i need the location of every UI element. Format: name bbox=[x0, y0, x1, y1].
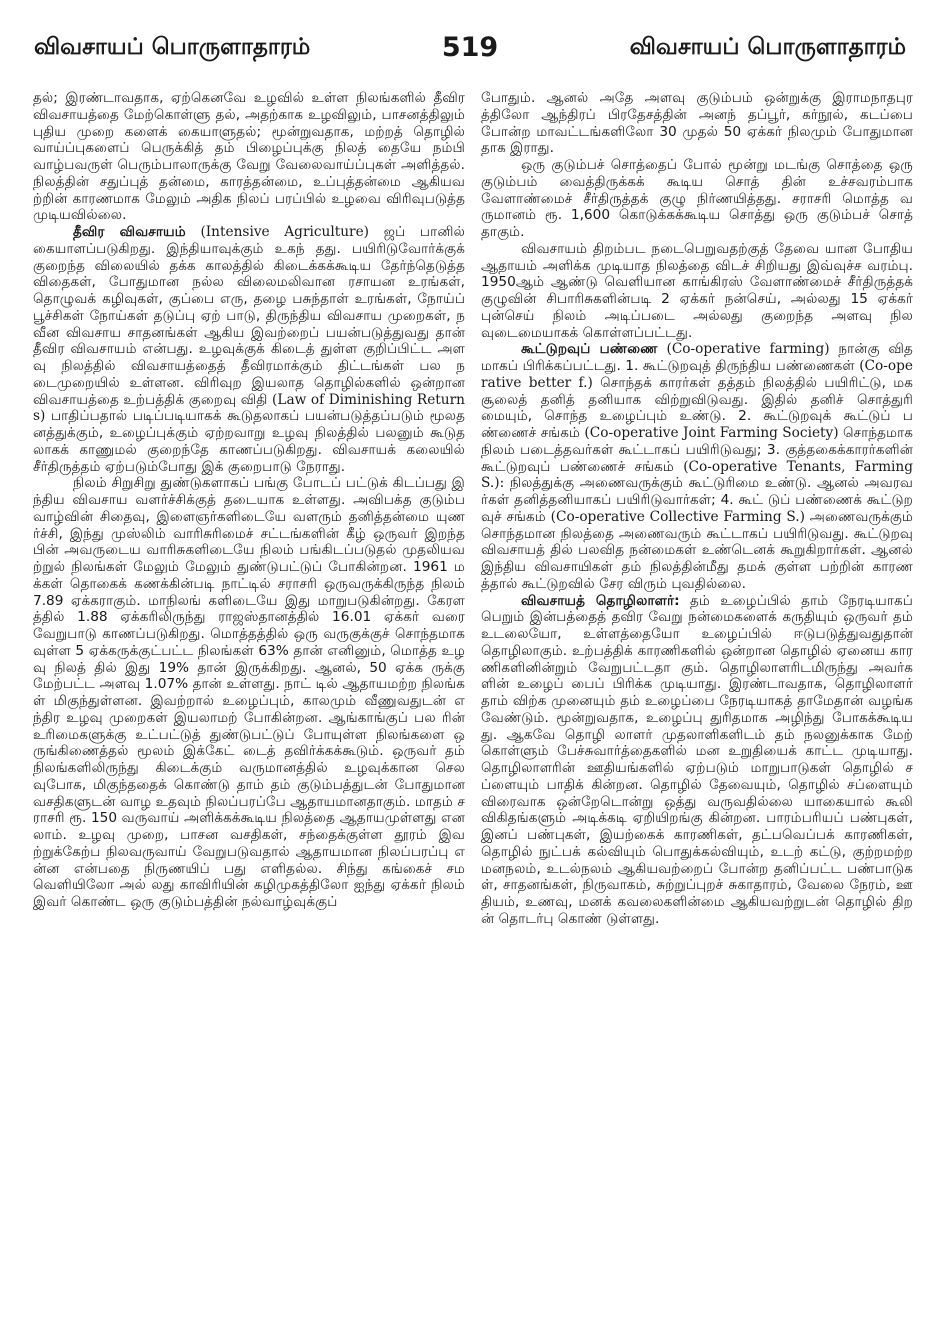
left-paragraph-2-text-cont: பாதிப்பதால் படிப்படியாகக் கூடுதலாகப் பயன்படுத்தப்படும் மூலதனத்துக்கும், உழைப்புக்கும் ஏற்றவாறு உழவு நிலத்தில் பலனும் கூடுதலாகக் காணுமல் குறைந்தே காணப்படுகிறது. விவசாயக் கலையில் சீர்திருத்தம் ஏற்படும்போது இக் குறைபாடு நேராது. bbox=[33, 408, 465, 475]
left-paragraph-intensive-agriculture bbox=[33, 224, 465, 475]
latin-intensive-agriculture: (Intensive Agriculture) bbox=[200, 224, 370, 240]
cooperative-text-3: சொந்தமாக நிலம் படைத்தவர்கள் கூட்டாகப் பயிரிடுவது; 3. குத்தகைக்காரர்களின் கூட்டுறவுப் பண்ணைச் சங்கம் bbox=[481, 425, 913, 475]
left-paragraph-land-fragmentation: நிலம் சிறுசிறு துண்டுகளாகப் பங்கு போடப் பட்டுக் கிடப்பது இந்திய விவசாய வளர்ச்சிக்குத் தடையாக உள்ளது. அவிபக்த குடும்ப வாழ்வின் சிதைவு, இளைஞர்களிடையே வளரும் தனித்தன்மை யுணர்ச்சி, இந்து முஸ்லிம் வாரிசுரிமைச் சட்டங்களின் கீழ் ஒருவர் இறந்தபின் அவருடைய வாரிசுகளிடையே நிலம் பங்கிடப்படுதல் முதலியவற்றுல் நிலங்கள் மேலும் மேலும் துண்டுபட்டுப் போகின்றன. 1961 மக்கள் தொகைக் கணக்கின்படி நாட்டில் சராசரி ஒருவருக்கிருந்த நிலம் 7.89 ஏக்கராகும். மாநிலங் களிடையே இது மாறுபடுகின்றது. கேரளத்தில் 1.88 ஏக்கரிலிருந்து ராஜஸ்தானத்தில் 16.01 ஏக்கர் வரை வேறுபாடு காணப்படுகிறது. மொத்தத்தில் ஒரு வருகுக்குச் சொந்தமாகவுள்ள 5 ஏக்கருக்குட்பட்ட நிலங்கள் 63% தான் எனினும், மொத்த உழவு நிலத் தில் இது 19% தான் இருக்கிறது. ஆனல், 50 ஏக்க ருக்கு மேற்பட்ட அளவு 1.07% தான் உள்ளது. நாட் டில் ஆதாயமற்ற நிலங்கள் மிகுந்துள்ளன. இவற்றால் உழைப்பும், காலமும் வீணுவதுடன் எந்திர உழவு முறைகள் இயலாமற் போகின்றன. ஆங்காங்குப் பல ரின் உரிமைகளுக்கு உட்பட்டுத் துண்டுபட்டுப் போயுள்ள நிலங்களை ஒருங்கிணைத்தல் மூலம் இக்கேட் டைத் தவிர்க்கக்கூடும். ஒருவர் தம் நிலங்களிலிருந்து கிடைக்கும் வருமானத்தில் உழவுக்கான செலவுபோக, மிகுந்ததைக் கொண்டு தாம் தம் குடும்பத்துடன் போதுமான வசதிகளுடன் வாழ உதவும் நிலப்பரப்பே ஆதாயமானதாகும். மாதம் சராசரி ரூ. 150 வருவாய் அளிக்கக்கூடிய நிலத்தை ஆதாயமுள்ளது எனலாம். உழவு முறை, பாசன வசதிகள், சந்தைக்குள்ள தூரம் இவற்றுக்கேற்ப நிலவருவாய் வேறுபடுவதால் ஆதாயமான நிலப்பரப்பு என்ன என்பதை நிருணயிப் பது எளிதல்ல. சிந்து கங்கைச் சமவெளியிலோ அல் லது காவிரியின் கழிமுகத்திலோ ஐந்து ஏக்கர் நிலம் இவர் கொண்ட ஒரு குடும்பத்தின் நல்வாழ்வுக்குப் bbox=[33, 475, 465, 910]
latin-cooperative-better: (Co-operative better f.) bbox=[481, 358, 913, 391]
cooperative-text-1: நான்கு விதமாகப் பிரிக்கப்பட்டது. 1. கூட்டுறவுத் திருந்திய பண்ணைகள் bbox=[481, 341, 913, 374]
cooperative-text-4: நிலத்துக்கு அணைவருக்கும் கூட்டுரிமை உண்டு. ஆனல் அவரவர்கள் தனித்தனியாகப் பயிரிடுவார்கள்; 4. கூட் டுப் பண்ணைக் கூட்டுறவுச் சங்கம் bbox=[481, 475, 913, 525]
term-agricultural-labour: விவசாயத் தொழிலாளர்: bbox=[521, 592, 680, 609]
latin-diminishing-returns: (Law of Diminishing Returns) bbox=[33, 391, 465, 425]
latin-collective-farming: (Co-operative Collective Farming S.) bbox=[550, 508, 805, 525]
left-paragraph-2-text: ஜப் பானில் கையாளப்படுகிறது. இந்தியாவுக்கும் உகந் தது. பயிரிடுவோர்க்குக் குறைந்த விலையில் தக்க காலத்தில் கிடைக்கக்கூடிய தேர்ந்தெடுத்த விதைகள், போதுமான நல்ல விலைமலிவான ரசாயன உரங்கள், தொழுவக் கழிவுகள், குப்பை எரு, தழை பசுந்தாள் உரங்கள், நோய்ப் பூச்சிகள் நோய்கள் தடுப்பு ஏற் பாடு, திருந்திய விவசாய முறைகள், நவீன விவசாய சாதனங்கள் ஆகிய இவற்றைப் பயன்படுத்துவது தான் தீவிர விவசாயம் என்பது. உழவுக்குக் கிடைத் துள்ள குறிப்பிட்ட அளவு நிலத்தில் விவசாயத்தைத் தீவிரமாக்கும் திட்டங்கள் பல நடைமுறையில் உள்ளன. விரிவுற இயலாத தொழில்களில் ஒன்றான விவசாயத்தை உற்பத்திக் குறைவு விதி bbox=[33, 224, 465, 408]
right-paragraph-1: போதும். ஆனல் அதே அளவு குடும்பம் ஒன்றுக்கு இராமநாதபுரத்திலோ ஆந்திரப் பிரதேசத்தின் அனந் தப்பூர், கர்நூல், கடப்பை போன்ற மாவட்டங்களிலோ 30 முதல் 50 ஏக்கர் நிலமும் போதுமானதாக இராது. bbox=[481, 90, 913, 157]
right-paragraph-cooperative-farming bbox=[481, 341, 913, 592]
latin-cooperative-farming: (Co-operative farming) bbox=[666, 341, 830, 358]
agricultural-labour-text: தம் உழைப்பில் தாம் நேரடியாகப் பெறும் இன்பத்தைத் தவிர வேறு நன்மைகளைக் கருதியும் ஒருவர் தம் உடலையோ, உள்ளத்தையோ உழைப்பில் ஈடுபடுத்துவதுதான் தொழிலாகும். உற்பத்திக் காரணிகளில் ஒன்றான தொழில் ஏனைய காரணிகளினின்றும் வேறுபட்டதா கும். தொழிலாளரிடமிருந்து அவர்களின் உழைப் பைப் பிரிக்க முடியாது. இரண்டாவதாக, தொழிலாளர் தாம் விற்க முனையும் தம் உழைப்பை நேரடியாகத் தாமேதான் வழங்கவேண்டும். மூன்றுவதாக, உழைப்பு துரிதமாக அழிந்து போகக்கூடியது. ஆகவே தொழி லாளர் முதலாளிகளிடம் தம் நலனுக்காக மேற் கொள்ளும் பேச்சுவார்த்தைகளில் மன உறுதியைக் காட்ட முடியாது. தொழிலாளரின் ஊதியங்களில் ஏற்படும் மாறுபாடுகள் தொழில் சப்ளையும் பாதிக் கின்றன. தொழில் தேவையும், தொழில் சப்ளையும் விரைவாக ஒன்றேடொன்று ஒத்து வருவதில்லை யாகையால் கூலி விகிதங்களும் அடிக்கடி ஏறியிறங்கு கின்றன. பாரம்பரியப் பண்புகள், இனப் பண்புகள், இயற்கைக் காரணிகள், தட்பவெப்பக் காரணிகள், தொழில் நுட்பக் கல்வியும் பொதுக்கல்வியும், உடற் கட்டு, குற்றமற்ற மனநலம், உடல்நலம் ஆகியவற்றைப் போன்ற தனிப்பட்ட பண்பாடுகள், சாதனங்கள், நிருவாகம், சுற்றுப்புறச் சுகாதாரம், வேலை நேரம், ஊதியம், உணவு, மனக் கவலைகளின்மை ஆகியவற்றுடன் தொழில் திறன் தொடர்பு கொண் டுள்ளது. bbox=[481, 592, 913, 927]
latin-joint-farming: (Co-operative Joint Farming Society) bbox=[584, 425, 839, 441]
header-title-right: விவசாயப் பொருளாதாரம் bbox=[629, 34, 906, 60]
right-paragraph-ceiling: ஒரு குடும்பச் சொத்தைப் போல் மூன்று மடங்கு சொத்தை ஒரு குடும்பம் வைத்திருக்கக் கூடிய சொத் தின் உச்சவரம்பாக வேளாண்மைச் சீர்திருத்தக் குழு நிர்ணயித்தது. சராசரி மொத்த வருமானம் ரூ. 1,600 கொடுக்கக்கூடிய சொத்து ஒரு குடும்பச் சொத் தாகும். bbox=[481, 157, 913, 240]
term-intensive-agriculture: தீவிர விவசாயம் bbox=[73, 224, 186, 240]
cooperative-text-2: சொந்தக் காரர்கள் தத்தம் நிலத்தில் பயிரிட்டு, மகசூலைத் தனித் தனியாக விற்றுவிடுவது. இதில் தனிச் சொத்துரி மையும், சொந்த உழைப்பும் உண்டு. 2. கூட்டுறவுக் கூட்டுப் பண்ணைச் சங்கம் bbox=[481, 374, 913, 441]
left-column bbox=[33, 90, 465, 1320]
right-column bbox=[481, 90, 913, 1320]
term-cooperative-farming: கூட்டுறவுப் பண்ணை bbox=[521, 341, 658, 358]
header-title-left: விவசாயப் பொருளாதாரம் bbox=[34, 34, 311, 60]
left-paragraph-1: தல்; இரண்டாவதாக, ஏற்கெனவே உழவில் உள்ள நிலங்களில் தீவிர விவசாயத்தை மேற்கொள்ளு தல், அதற்காக உழவிலும், பாசனத்திலும் புதிய முறை களைக் கையாளுதல்; மூன்றுவதாக, மற்றத் தொழில் வாய்ப்புகளைப் பெருக்கித் தம் பிழைப்புக்கு நிலத் தையே நம்பி வாழ்பவருள் பெரும்பாலாருக்கு வேறு வேலைவாய்ப்புகள் அளித்தல். நிலத்தின் சதுப்புத் தன்மை, காரத்தன்மை, உப்புத்தன்மை ஆகியவற்றின் காரணமாக மேலும் அதிக நிலப் பரப்பில் உழவை விரிவுபடுத்த முடியவில்லை. bbox=[33, 90, 465, 224]
right-paragraph-minimum-holding: விவசாயம் திறம்பட நடைபெறுவதற்குத் தேவை யான போதிய ஆதாயம் அளிக்க முடியாத நிலத்தை விடச் சிறியது இவ்வுச்ச வரம்பு. 1950ஆம் ஆண்டு வெளியான காங்கிரஸ் வேளாண்மைச் சீர்திருத்தக் குழுவின் சிபாரிசுகளின்படி 2 ஏக்கர் நன்செய், அல்லது 15 ஏக்கர் புன்செய் நிலம் அடிப்படை அல்லது குறைந்த அளவு நிலவுடைமையாகக் கொள்ளப்பட்டது. bbox=[481, 240, 913, 341]
running-header bbox=[30, 30, 910, 72]
latin-tenants-farming: (Co-operative Tenants, Farming S.): bbox=[481, 458, 913, 492]
right-paragraph-agricultural-labour bbox=[481, 593, 913, 928]
cooperative-text-5: அணைவருக்கும் சொந்தமான நிலத்தை அணைவரும் கூட்டாகப் பயிரிடுவது. கூட்டுறவு விவசாயத் தில் பலவித நன்மைகள் உண்டெனக் கூறுகிறார்கள். ஆனல் இந்திய விவசாயிகள் தம் நிலத்தின்மீது தமக் குள்ள பற்றின் காரணத்தால் கூட்டுறவில் சேர விரும் புவதில்லை. bbox=[481, 508, 913, 592]
page-number: 519 bbox=[441, 32, 499, 63]
